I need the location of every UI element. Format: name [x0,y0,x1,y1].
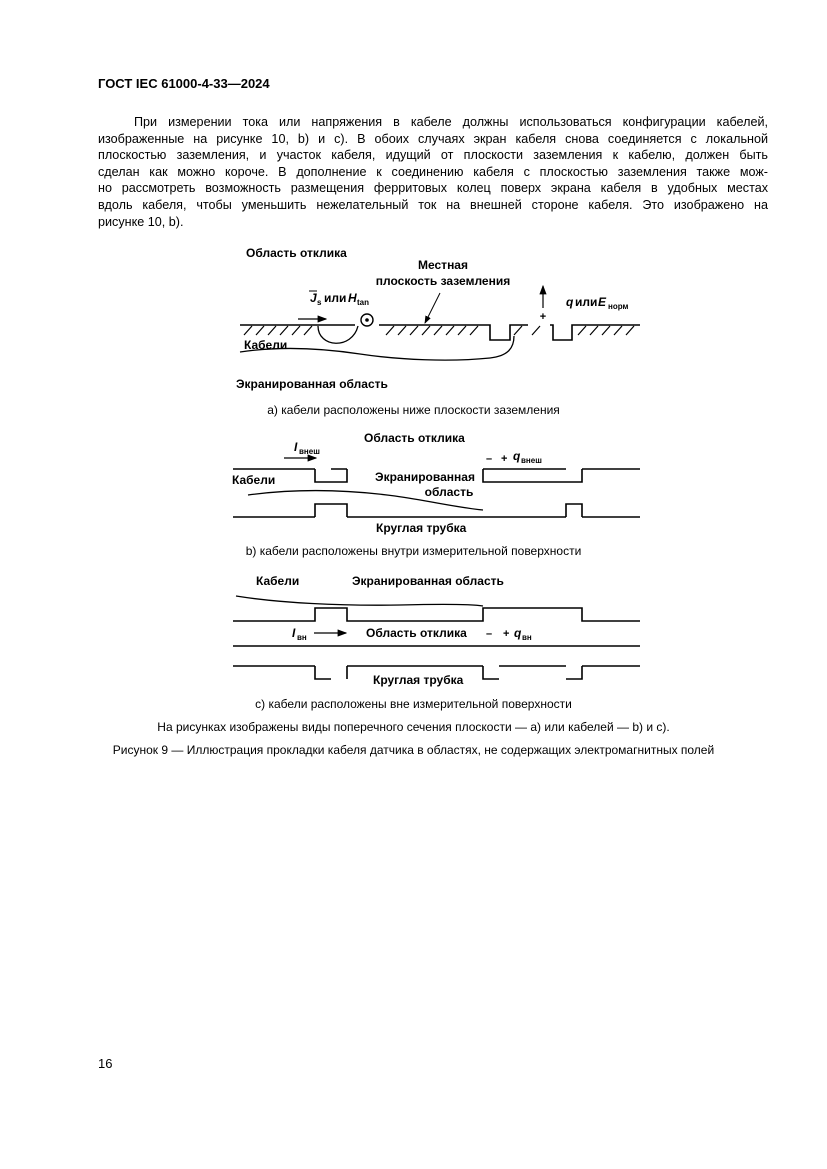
fig-b-q-subscript: внеш [521,456,542,465]
fig-c-plus: + [503,628,510,640]
paragraph-line: рисунке 10, b). [98,214,184,229]
fig-c-cable-line [236,596,483,606]
fig-b-i-symbol: I [294,440,298,454]
fig-c-i-subscript: вн [297,633,307,642]
fig-c-shielded-area-label: Экранированная область [352,574,504,588]
fig-a-q-symbol: q [566,295,574,309]
fig-c-q-subscript: вн [522,633,532,642]
figure-a-diagram [236,246,640,391]
figure-b-caption: b) кабели расположены внутри измерительной поверхности [245,544,582,558]
fig-a-e-symbol: E [598,295,607,309]
figure-note: На рисунках изображены виды поперечного сечения плоскости — а) или кабелей — b) и c). [157,720,670,734]
figure-c-caption: c) кабели расположены вне измерительной поверхности [255,697,572,711]
fig-a-local-ground-label-1: Местная [418,258,468,272]
fig-c-minus: – [486,628,493,640]
fig-a-h-symbol: H [348,291,357,305]
paragraph-line: изображенные на рисунке 10, b) и c). В обоих случаях экран кабеля снова соединяется с локальной [98,131,768,146]
fig-a-local-ground-label-2: плоскость заземления [375,274,511,288]
paragraph-line: При измерении тока или напряжения в кабеле должны использоваться конфигурации кабелей, [134,115,768,129]
fig-b-cables-label: Кабели [232,473,276,487]
fig-b-q-symbol: q [513,449,521,463]
fig-b-response-area-label: Область отклика [364,431,465,445]
figure-caption: Рисунок 9 — Иллюстрация прокладки кабеля датчика в областях, не содержащих электромагнитных полей [112,743,715,757]
paragraph-line: плоскостью заземления, и участок кабеля, идущий от плоскости заземления к кабелю, должен быть [98,148,768,163]
fig-b-shielded-label-2: область [424,485,474,499]
figure-a-caption: а) кабели расположены ниже плоскости заземления [267,403,560,417]
fig-a-shielded-area-label: Экранированная область [236,377,388,391]
fig-c-q-symbol: q [514,626,522,640]
fig-c-response-area-label: Область отклика [366,626,467,640]
fig-a-h-subscript: tan [357,298,369,307]
figure-b-diagram [232,431,640,535]
figure-c-diagram [233,574,640,687]
fig-b-round-tube-label: Круглая трубка [376,521,467,535]
fig-c-cables-label: Кабели [256,574,300,588]
paragraph-line: вдоль кабеля, чтобы уменьшить нежелательный ток на внешней стороне кабеля. Это изображено на [98,197,768,212]
fig-a-js-symbol: J [310,291,317,305]
fig-c-round-tube-label: Круглая трубка [373,673,464,687]
fig-a-cables-label: Кабели [244,338,288,352]
fig-a-js-subscript: s [317,298,322,307]
document-header: ГОСТ IEC 61000-4-33—2024 [98,76,270,91]
fig-a-or-label: или [324,291,347,305]
fig-a-response-area-label: Область отклика [246,246,347,260]
fig-b-shielded-label-1: Экранированная [375,470,475,484]
paragraph-line: но рассмотреть возможность размещения ферритовых колец поверх экрана кабеля в удобных местах [98,181,768,196]
fig-b-plus: + [501,453,508,465]
fig-a-or-label-2: или [575,295,598,309]
fig-b-minus: – [486,453,493,465]
fig-c-i-symbol: I [292,626,296,640]
fig-a-e-subscript: норм [608,302,629,311]
fig-b-i-subscript: внеш [299,447,320,456]
page-number: 16 [98,1056,113,1071]
paragraph-line: сделан как можно короче. В дополнение к соединению кабеля с плоскостью заземления также мож- [98,164,768,179]
fig-a-plus: + [539,311,547,323]
